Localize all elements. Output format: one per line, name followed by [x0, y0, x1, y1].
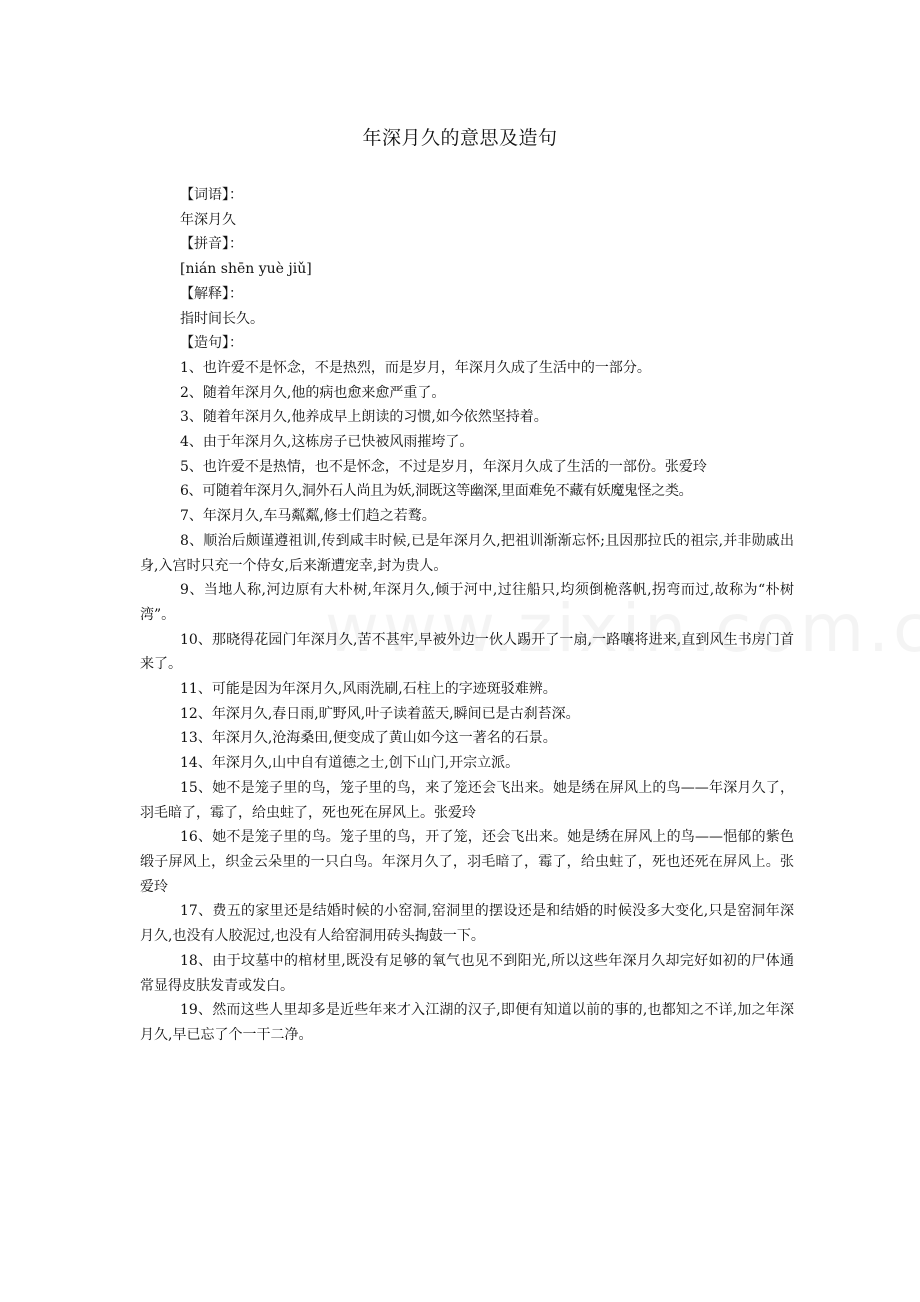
- sentence-3: 3、随着年深月久,他养成早上朗读的习惯,如今依然坚持着。: [180, 409, 548, 426]
- ciyu-label: 【词语】：: [180, 187, 243, 203]
- sentence-12: 12、年深月久,春日雨,旷野风,叶子读着蓝天,瞬间已是古刹苔深。: [180, 705, 580, 722]
- sentence-10: 10、那晓得花园门年深月久,苦不甚牢,早被外边一伙人踢开了一扇,一路嚷将进来,直到风生书房门首来了。: [140, 631, 794, 673]
- page-title: 年深月久的意思及造句: [362, 127, 558, 149]
- document-body: [140, 183, 794, 1048]
- sentence-7: 7、年深月久,车马粼粼,修士们趋之若鹜。: [180, 508, 436, 525]
- sentence-4: 4、由于年深月久,这栋房子已快被风雨摧垮了。: [180, 434, 474, 451]
- ciyu-value: 年深月久: [180, 211, 236, 228]
- sentence-17: 17、费五的家里还是结婚时候的小窑洞,窑洞里的摆设还是和结婚的时候没多大变化,只是窑洞年深月久,也没有人胶泥过,也没有人给窑洞用砖头掏鼓一下。: [140, 903, 794, 945]
- sentence-13: 13、年深月久,沧海桑田,便变成了黄山如今这一著名的石景。: [180, 730, 557, 747]
- sentence-1: 1、也许爱不是怀念，不是热烈，而是岁月，年深月久成了生活中的一部分。: [180, 359, 651, 376]
- sentence-6: 6、可随着年深月久,洞外石人尚且为妖,洞既这等幽深,里面难免不藏有妖魔鬼怪之类。: [180, 483, 693, 500]
- jieshi-value: 指时间长久。: [180, 310, 264, 327]
- sentence-16: 16、她不是笼子里的鸟。笼子里的鸟，开了笼，还会飞出来。她是绣在屏风上的鸟——悒郁的紫色缎子屏风上，织金云朵里的一只白鸟。年深月久了，羽毛暗了，霉了，给虫蛀了，死也还死在屏风上。张爱玲: [140, 829, 794, 895]
- pinyin-value: [nián shēn yuè jiǔ]: [180, 261, 312, 278]
- sentence-14: 14、年深月久,山中自有道德之士,创下山门,开宗立派。: [180, 755, 520, 772]
- sentence-8: 8、顺治后颇谨遵祖训,传到咸丰时候,已是年深月久,把祖训渐渐忘怀;且因那拉氏的祖宗,并非勋戚出身,入宫时只充一个侍女,后来渐遭宠幸,封为贵人。: [140, 532, 794, 574]
- pinyin-label: 【拼音】：: [180, 236, 243, 253]
- sentence-15: 15、她不是笼子里的鸟，笼子里的鸟，来了笼还会飞出来。她是绣在屏风上的鸟——年深月久了，羽毛暗了，霉了，给虫蛀了，死也死在屏风上。张爱玲: [140, 779, 794, 821]
- sentence-18: 18、由于坟墓中的棺材里,既没有足够的氧气也见不到阳光,所以这些年深月久却完好如初的尸体通常显得皮肤发青或发白。: [140, 952, 794, 994]
- sentence-2: 2、随着年深月久,他的病也愈来愈严重了。: [180, 384, 446, 401]
- sentence-9: 9、当地人称,河边原有大朴树,年深月久,倾于河中,过往船只,均须倒桅落帆,拐弯而过,故称为“朴树湾”。: [140, 582, 794, 623]
- zaoju-label: 【造句】：: [180, 335, 243, 352]
- sentence-11: 11、可能是因为年深月久,风雨洗刷,石柱上的字迹斑驳难辨。: [180, 681, 557, 698]
- sentence-5: 5、也许爱不是热情，也不是怀念，不过是岁月，年深月久成了生活的一部份。张爱玲: [180, 458, 707, 475]
- sentence-19: 19、然而这些人里却多是近些年来才入江湖的汉子,即便有知道以前的事的,也都知之不详,加之年深月久,早已忘了个一干二净。: [140, 1002, 794, 1043]
- jieshi-label: 【解释】：: [180, 285, 243, 302]
